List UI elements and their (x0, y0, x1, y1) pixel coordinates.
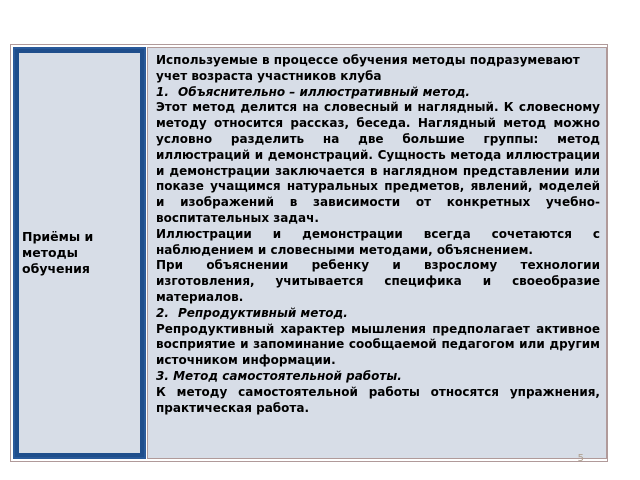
method-3-heading: 3. Метод самостоятельной работы. (156, 368, 402, 383)
table-content-cell (147, 47, 607, 459)
row-label: Приёмы и методы обучения (22, 229, 94, 276)
method-1-paragraph-3: При объяснении ребенку и взрослому технологии изготовления, учитывается специфика и своеобразие материалов. (156, 258, 600, 304)
method-1-title: Объяснительно – иллюстративный метод. (178, 84, 470, 99)
methods-table (10, 44, 608, 462)
page-number: 5 (577, 453, 584, 464)
method-2-heading (156, 306, 600, 322)
method-2-title: Репродуктивный метод. (178, 305, 348, 320)
intro-text: Используемые в процессе обучения методы подразумевают учет возраста участников клуба (156, 53, 580, 83)
method-2-paragraph: Репродуктивный характер мышления предполагает активное восприятие и запоминание сообщаемой педагогом или другим источником информации. (156, 321, 600, 368)
table-label-cell (13, 47, 146, 459)
method-1-paragraph-1: Этот метод делится на словесный и наглядный. К словесному методу относится рассказ, беседа. Наглядный метод можно условно разделить на две большие группы: метод иллюстраций и демонстраций. Сущность метода иллюстрации и демонстрации заключается в наглядном представлении или показе учащимся натуральных предметов, явлений, моделей и изображений в зависимости от конкретных учебно-воспитательных задач. (156, 100, 600, 225)
method-2-number: 2. (156, 305, 169, 320)
table-label-cell-inner (19, 53, 140, 453)
method-3-paragraph: К методу самостоятельной работы относятся упражнения, практическая работа. (156, 384, 600, 415)
method-1-number: 1. (156, 84, 169, 99)
method-1-paragraph-2: Иллюстрации и демонстрации всегда сочетаются с наблюдением и словесными методами, объяснением. (156, 226, 600, 257)
method-1-heading (156, 85, 600, 101)
